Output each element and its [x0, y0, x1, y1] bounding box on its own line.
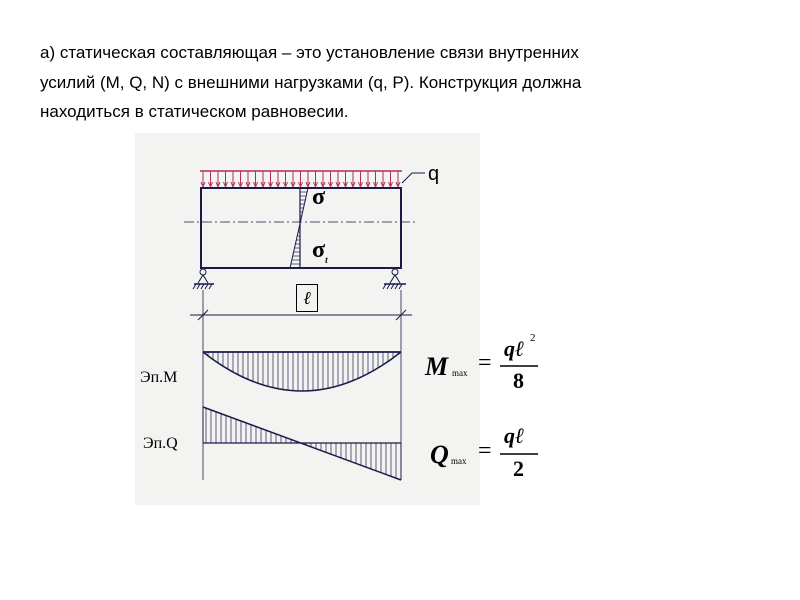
formula-q-equals: =	[478, 438, 492, 464]
formula-m-denominator: 8	[513, 368, 524, 393]
shear-diagram	[203, 407, 401, 480]
moment-diagram	[203, 352, 401, 391]
formula-m-lhs: M	[425, 352, 449, 381]
formula-m-numerator: qℓ	[504, 336, 525, 361]
formula-m-power: 2	[530, 332, 536, 344]
paragraph-line-2: усилий (M, Q, N) с внешними нагрузками (q, P). Конструкция должна	[40, 72, 582, 92]
formula-q-sub: max	[451, 456, 467, 466]
formula-m-sub: max	[452, 368, 468, 378]
formula-m-equals: =	[478, 350, 492, 376]
formula-q-lhs: Q	[430, 440, 449, 469]
sigma-label: σ	[312, 184, 326, 210]
left-support	[193, 269, 214, 289]
paragraph-line-3: находиться в статическом равновесии.	[40, 102, 349, 121]
paragraph-line-1: а) статическая составляющая – это установление связи внутренних	[40, 43, 579, 62]
sigma-t-label: $\sigma_t$	[312, 237, 328, 265]
shear-diagram-label: Эп.Q	[143, 435, 178, 452]
span-symbol: ℓ	[296, 284, 318, 312]
right-support	[383, 269, 406, 289]
formula-q-denominator: 2	[513, 456, 524, 481]
stress-diagram	[290, 188, 308, 268]
load-label: q	[428, 163, 440, 185]
formula-q-numerator: qℓ	[504, 423, 525, 448]
moment-diagram-label: Эп.М	[140, 369, 178, 386]
load-leader-line	[402, 173, 425, 183]
distributed-load-arrows	[201, 171, 400, 187]
